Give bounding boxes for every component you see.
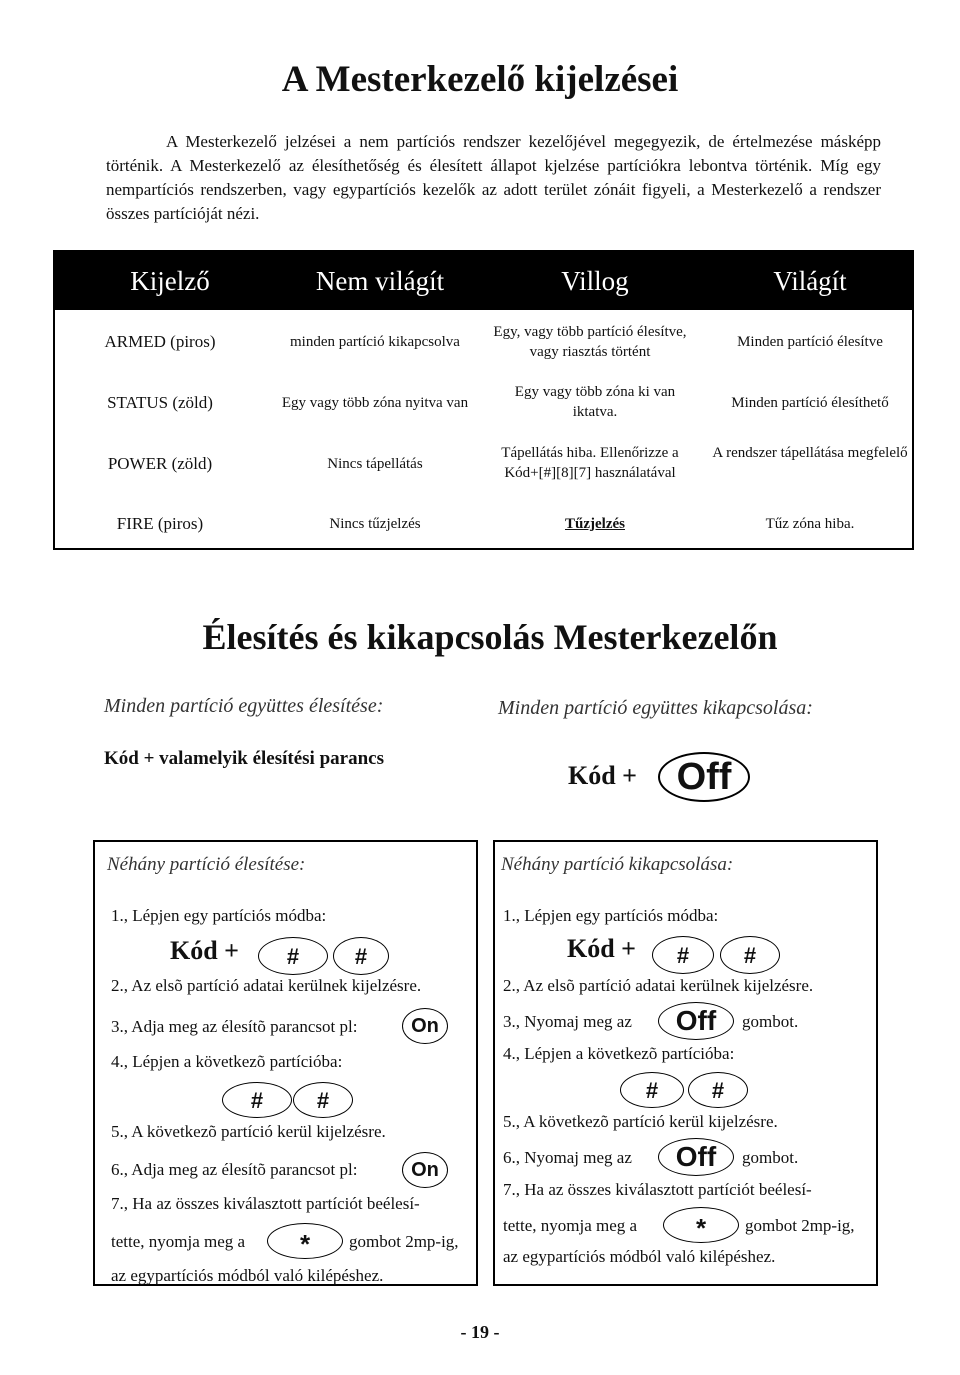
cell-fire-blink: Tűzjelzés — [565, 516, 625, 532]
hash-key-icon: # — [222, 1082, 292, 1118]
on-key-icon: On — [402, 1008, 448, 1044]
hash-key-icon: # — [688, 1072, 748, 1108]
disarm-step-7-tail: gombot 2mp-ig, — [745, 1216, 855, 1235]
disarm-step-3: 3., Nyomaj meg az — [503, 1012, 632, 1031]
section-title: Élesítés és kikapcsolás Mesterkezelőn — [202, 617, 778, 657]
all-arm-heading: Minden partíció együttes élesítése: — [104, 695, 384, 717]
star-key-icon: * — [663, 1207, 739, 1243]
row-label-status: STATUS (zöld) — [107, 393, 213, 412]
cell-status-on: Minden partíció élesíthető — [731, 395, 889, 411]
disarm-step-7: 7., Ha az összes kiválasztott partíciót beélesí- — [503, 1180, 812, 1199]
cell-status-off: Egy vagy több zóna nyitva van — [281, 395, 469, 411]
cell-power-blink: Tápellátás hiba. Ellenőrizze a Kód+[#][8][7] használatával — [501, 445, 679, 481]
partial-arm-box — [93, 840, 478, 1286]
arm-step-4: 4., Lépjen a következõ partícióba: — [111, 1052, 343, 1071]
intro-paragraph — [106, 130, 881, 226]
row-label-power: POWER (zöld) — [107, 454, 213, 473]
cell-fire-off: Nincs tűzjelzés — [329, 516, 421, 532]
header-nem-vilagit: Nem világít — [315, 266, 445, 296]
all-arm-text: Kód + valamelyik élesítési parancs — [104, 748, 384, 769]
arm-step-7-cont: tette, nyomja meg a — [111, 1232, 246, 1251]
cell-armed-blink: Egy, vagy több partíció élesítve, vagy riasztás történt — [493, 324, 687, 360]
cell-power-on: A rendszer tápellátása megfelelő — [712, 445, 908, 461]
hash-key-icon: # — [293, 1082, 353, 1118]
on-key-icon: On — [402, 1152, 448, 1188]
all-disarm-kod: Kód + — [568, 761, 637, 790]
cell-armed-on: Minden partíció élesítve — [737, 334, 883, 350]
off-key-icon: Off — [658, 752, 750, 802]
partial-arm-heading: Néhány partíció élesítése: — [107, 854, 306, 875]
row-label-fire: FIRE (piros) — [116, 514, 204, 533]
table-header — [55, 252, 912, 310]
disarm-step-5: 5., A következõ partíció kerül kijelzésre. — [503, 1112, 778, 1131]
page-title: A Mesterkezelő kijelzései — [281, 59, 679, 100]
partial-disarm-box — [493, 840, 878, 1286]
header-vilagit: Világít — [773, 266, 847, 296]
hash-key-icon: # — [652, 936, 714, 974]
arm-step-5: 5., A következõ partíció kerül kijelzésre. — [111, 1122, 386, 1141]
disarm-step-2: 2., Az elsõ partíció adatai kerülnek kijelzésre. — [503, 976, 814, 995]
off-key-icon: Off — [658, 1138, 734, 1176]
disarm-step-6-tail: gombot. — [742, 1148, 799, 1167]
hash-key-icon: # — [720, 936, 780, 974]
indicator-table — [53, 250, 914, 550]
page-number: - 19 - — [460, 1322, 500, 1342]
disarm-step-7-cont: tette, nyomja meg a — [503, 1216, 638, 1235]
arm-step-1: 1., Lépjen egy partíciós módba: — [111, 906, 327, 925]
disarm-step-4: 4., Lépjen a következõ partícióba: — [503, 1044, 735, 1063]
all-disarm-heading: Minden partíció együttes kikapcsolása: — [498, 697, 813, 719]
arm-step-2: 2., Az elsõ partíció adatai kerülnek kijelzésre. — [111, 976, 422, 995]
partial-disarm-heading: Néhány partíció kikapcsolása: — [501, 854, 734, 875]
cell-power-off: Nincs tápellátás — [327, 456, 423, 472]
arm-step-3: 3., Adja meg az élesítõ parancsot pl: — [111, 1017, 358, 1036]
arm-kod: Kód + — [170, 936, 239, 965]
disarm-step-3-tail: gombot. — [742, 1012, 799, 1031]
arm-step-7: 7., Ha az összes kiválasztott partíciót beélesí- — [111, 1194, 420, 1213]
disarm-step-6: 6., Nyomaj meg az — [503, 1148, 632, 1167]
hash-key-icon: # — [333, 937, 389, 975]
hash-key-icon: # — [620, 1072, 684, 1108]
intro-text: A Mesterkezelő jelzései a nem partíciós rendszer kezelőjével megegyezik, de értelmezése másképp történik. A Mesterkezelő az élesíthetőség és élesített állapot kjelzése partíciókra lebontva történik. Míg egy nempartíciós rendszerben, vagy egypartíciós kezelők az adott terület zónáit figyeli, a Mesterkezelő a rendszer összes partícióját nézi. — [106, 132, 881, 223]
hash-key-icon: # — [258, 937, 328, 975]
arm-step-7-tail: gombot 2mp-ig, — [349, 1232, 459, 1251]
disarm-kod: Kód + — [567, 934, 636, 963]
header-kijelzo: Kijelző — [130, 266, 210, 296]
star-key-icon: * — [267, 1223, 343, 1259]
off-key-icon: Off — [658, 1002, 734, 1040]
cell-status-blink: Egy vagy több zóna ki van iktatva. — [514, 384, 676, 420]
disarm-step-1: 1., Lépjen egy partíciós módba: — [503, 906, 719, 925]
cell-armed-off: minden partíció kikapcsolva — [290, 334, 460, 350]
row-label-armed: ARMED (piros) — [104, 332, 216, 351]
disarm-step-7-end: az egypartíciós módból való kilépéshez. — [503, 1247, 776, 1266]
arm-step-7-end: az egypartíciós módból való kilépéshez. — [111, 1266, 384, 1285]
arm-step-6: 6., Adja meg az élesítõ parancsot pl: — [111, 1160, 358, 1179]
cell-fire-on: Tűz zóna hiba. — [765, 516, 855, 532]
header-villog: Villog — [561, 266, 629, 296]
